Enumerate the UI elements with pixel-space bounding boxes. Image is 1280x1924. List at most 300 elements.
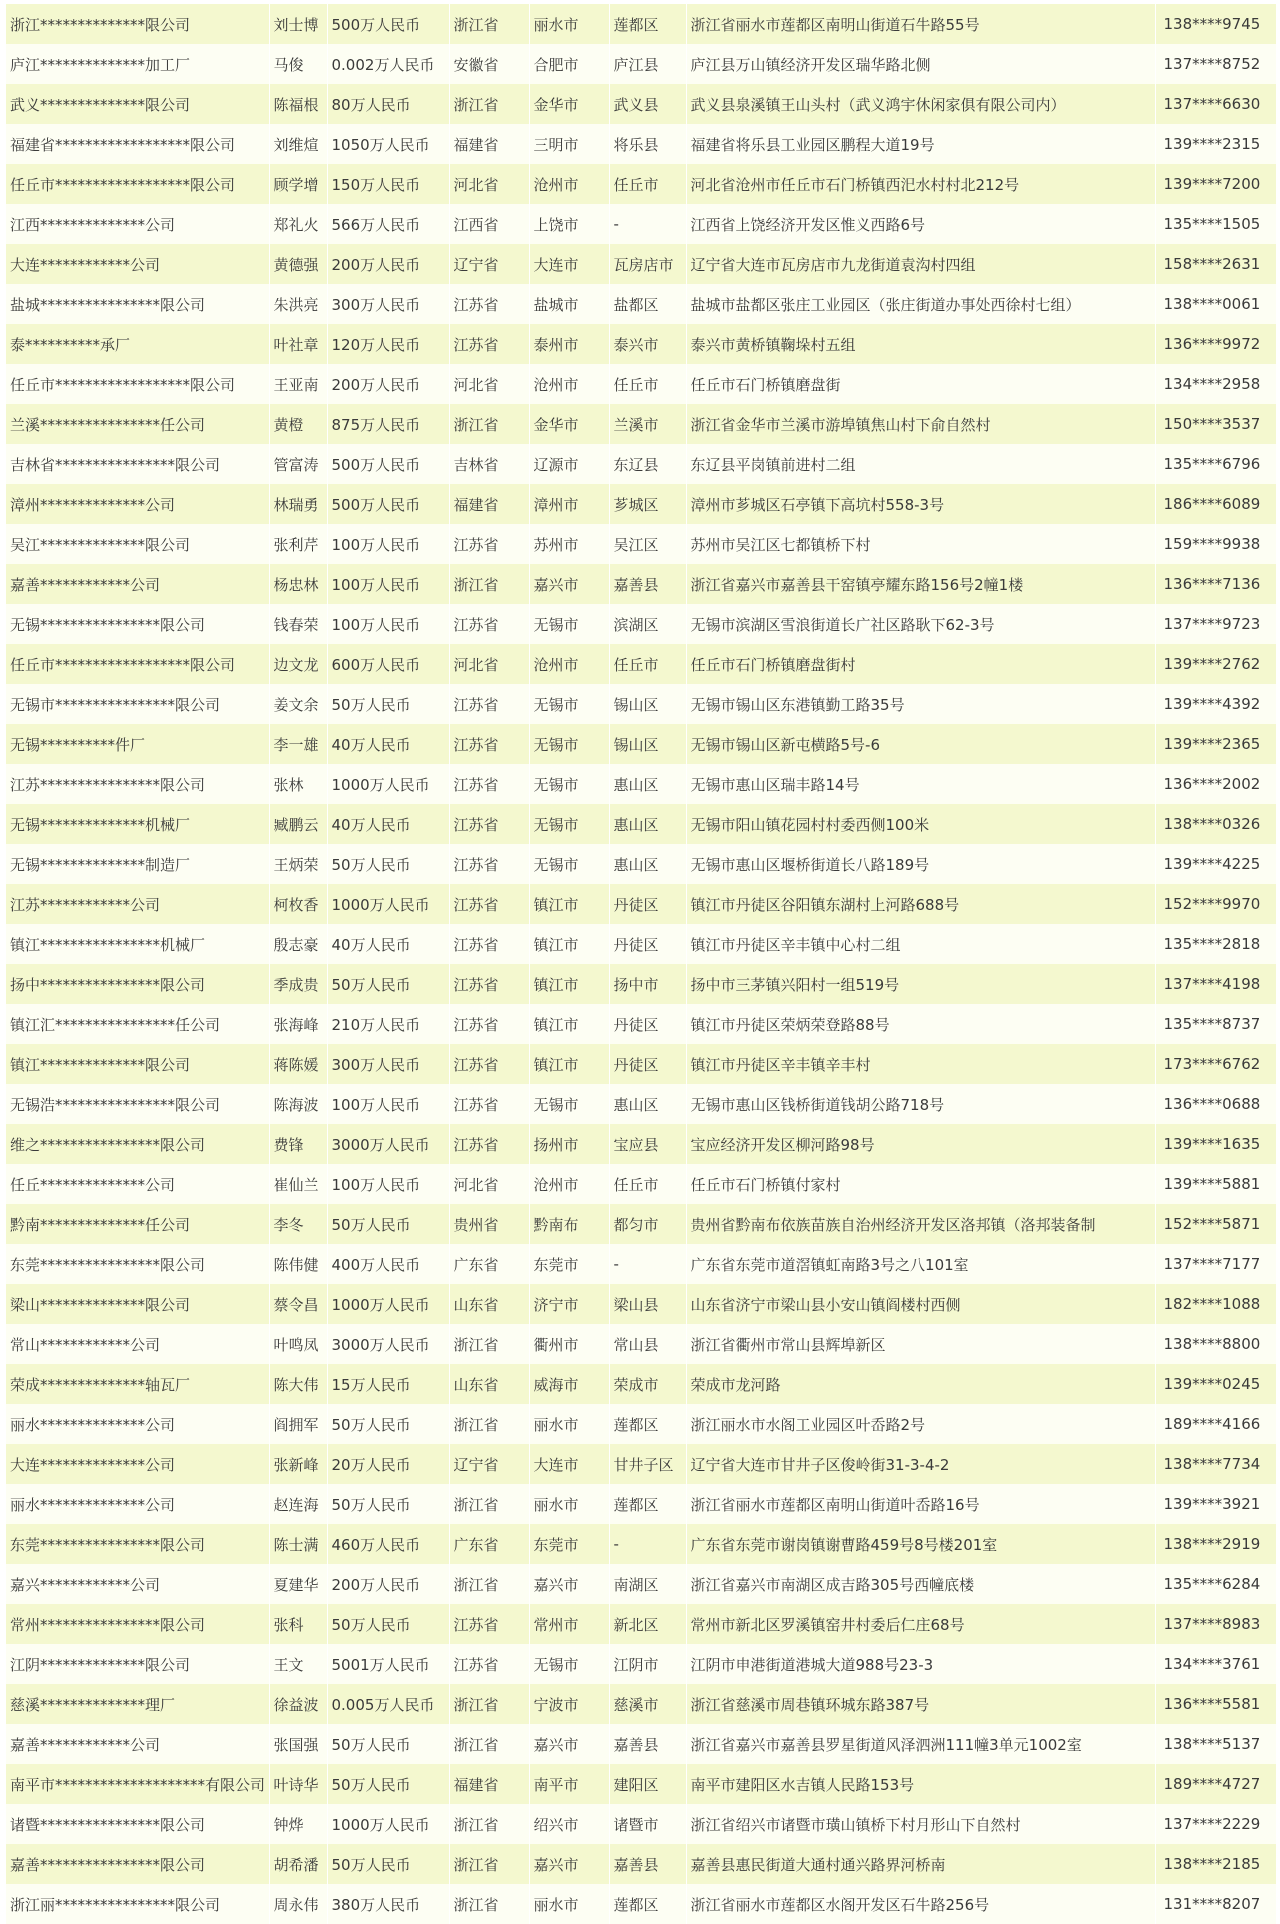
table-row (6, 1084, 1276, 1124)
district-cell: 莲都区 (609, 4, 686, 44)
table-row (6, 364, 1276, 404)
address-cell: 福建省将乐县工业园区鹏程大道19号 (686, 124, 1155, 164)
province-cell: 山东省 (449, 1284, 529, 1324)
company-name-cell: 泰**********承厂 (6, 324, 269, 364)
company-name-cell: 任丘市******************限公司 (6, 364, 269, 404)
contact-name-cell: 王文 (269, 1644, 327, 1684)
company-name-cell: 庐江**************加工厂 (6, 44, 269, 84)
district-cell: 新北区 (609, 1604, 686, 1644)
phone-cell: 131****8207 (1155, 1884, 1276, 1924)
table-row (6, 724, 1276, 764)
contact-name-cell: 季成贵 (269, 964, 327, 1004)
city-cell: 漳州市 (529, 484, 609, 524)
contact-name-cell: 夏建华 (269, 1564, 327, 1604)
table-row (6, 764, 1276, 804)
company-name-cell: 福建省******************限公司 (6, 124, 269, 164)
table-row (6, 484, 1276, 524)
district-cell: 盐都区 (609, 284, 686, 324)
province-cell: 浙江省 (449, 564, 529, 604)
phone-cell: 158****2631 (1155, 244, 1276, 284)
table-row (6, 964, 1276, 1004)
company-name-cell: 嘉善************公司 (6, 1724, 269, 1764)
province-cell: 江苏省 (449, 724, 529, 764)
province-cell: 广东省 (449, 1524, 529, 1564)
district-cell: 嘉善县 (609, 1724, 686, 1764)
contact-name-cell: 边文龙 (269, 644, 327, 684)
address-cell: 东辽县平岗镇前进村二组 (686, 444, 1155, 484)
district-cell: 将乐县 (609, 124, 686, 164)
district-cell: 泰兴市 (609, 324, 686, 364)
district-cell: 惠山区 (609, 764, 686, 804)
phone-cell: 135****1505 (1155, 204, 1276, 244)
registered-capital-cell: 500万人民币 (327, 484, 449, 524)
address-cell: 盐城市盐都区张庄工业园区（张庄街道办事处西徐村七组） (686, 284, 1155, 324)
address-cell: 镇江市丹徒区谷阳镇东湖村上河路688号 (686, 884, 1155, 924)
contact-name-cell: 钟烨 (269, 1804, 327, 1844)
district-cell: 甘井子区 (609, 1444, 686, 1484)
contact-name-cell: 崔仙兰 (269, 1164, 327, 1204)
address-cell: 无锡市滨湖区雪浪街道长广社区路耿下62-3号 (686, 604, 1155, 644)
table-row (6, 1644, 1276, 1684)
company-name-cell: 兰溪****************任公司 (6, 404, 269, 444)
company-name-cell: 浙江丽****************限公司 (6, 1884, 269, 1924)
company-name-cell: 盐城****************限公司 (6, 284, 269, 324)
province-cell: 浙江省 (449, 84, 529, 124)
registered-capital-cell: 100万人民币 (327, 604, 449, 644)
city-cell: 大连市 (529, 244, 609, 284)
district-cell: 东辽县 (609, 444, 686, 484)
phone-cell: 136****7136 (1155, 564, 1276, 604)
address-cell: 浙江省慈溪市周巷镇环城东路387号 (686, 1684, 1155, 1724)
district-cell: 莲都区 (609, 1884, 686, 1924)
city-cell: 济宁市 (529, 1284, 609, 1324)
city-cell: 苏州市 (529, 524, 609, 564)
registered-capital-cell: 50万人民币 (327, 964, 449, 1004)
address-cell: 无锡市锡山区新屯横路5号-6 (686, 724, 1155, 764)
table-row (6, 124, 1276, 164)
registered-capital-cell: 1000万人民币 (327, 1804, 449, 1844)
table-row (6, 804, 1276, 844)
table-row (6, 1364, 1276, 1404)
city-cell: 无锡市 (529, 1644, 609, 1684)
phone-cell: 182****1088 (1155, 1284, 1276, 1324)
company-name-cell: 维之****************限公司 (6, 1124, 269, 1164)
contact-name-cell: 马俊 (269, 44, 327, 84)
address-cell: 镇江市丹徒区辛丰镇辛丰村 (686, 1044, 1155, 1084)
phone-cell: 137****4198 (1155, 964, 1276, 1004)
district-cell: 吴江区 (609, 524, 686, 564)
city-cell: 上饶市 (529, 204, 609, 244)
district-cell: 丹徒区 (609, 884, 686, 924)
phone-cell: 139****1635 (1155, 1124, 1276, 1164)
district-cell: 都匀市 (609, 1204, 686, 1244)
company-name-cell: 诸暨****************限公司 (6, 1804, 269, 1844)
phone-cell: 139****2762 (1155, 644, 1276, 684)
district-cell: 滨湖区 (609, 604, 686, 644)
phone-cell: 138****0326 (1155, 804, 1276, 844)
registered-capital-cell: 1050万人民币 (327, 124, 449, 164)
province-cell: 贵州省 (449, 1204, 529, 1244)
city-cell: 丽水市 (529, 1484, 609, 1524)
table-row (6, 524, 1276, 564)
address-cell: 无锡市惠山区堰桥街道长八路189号 (686, 844, 1155, 884)
registered-capital-cell: 3000万人民币 (327, 1324, 449, 1364)
phone-cell: 135****8737 (1155, 1004, 1276, 1044)
table-row (6, 1244, 1276, 1284)
phone-cell: 136****9972 (1155, 324, 1276, 364)
company-name-cell: 扬中****************限公司 (6, 964, 269, 1004)
registered-capital-cell: 566万人民币 (327, 204, 449, 244)
province-cell: 山东省 (449, 1364, 529, 1404)
registered-capital-cell: 40万人民币 (327, 924, 449, 964)
table-row (6, 1564, 1276, 1604)
contact-name-cell: 殷志豪 (269, 924, 327, 964)
table-row (6, 1684, 1276, 1724)
province-cell: 辽宁省 (449, 1444, 529, 1484)
province-cell: 福建省 (449, 484, 529, 524)
address-cell: 浙江省丽水市莲都区南明山街道叶岙路16号 (686, 1484, 1155, 1524)
province-cell: 浙江省 (449, 404, 529, 444)
table-row (6, 1524, 1276, 1564)
address-cell: 浙江省嘉兴市南湖区成吉路305号西幢底楼 (686, 1564, 1155, 1604)
city-cell: 镇江市 (529, 964, 609, 1004)
registered-capital-cell: 100万人民币 (327, 524, 449, 564)
address-cell: 江西省上饶经济开发区惟义西路6号 (686, 204, 1155, 244)
table-row (6, 684, 1276, 724)
contact-name-cell: 郑礼火 (269, 204, 327, 244)
registered-capital-cell: 200万人民币 (327, 244, 449, 284)
address-cell: 浙江省绍兴市诸暨市璜山镇桥下村月形山下自然村 (686, 1804, 1155, 1844)
table-row (6, 1484, 1276, 1524)
company-name-cell: 浙江**************限公司 (6, 4, 269, 44)
address-cell: 辽宁省大连市瓦房店市九龙街道袁沟村四组 (686, 244, 1155, 284)
registered-capital-cell: 200万人民币 (327, 1564, 449, 1604)
phone-cell: 137****6630 (1155, 84, 1276, 124)
phone-cell: 139****5881 (1155, 1164, 1276, 1204)
table-row (6, 1804, 1276, 1844)
company-name-cell: 无锡市****************限公司 (6, 684, 269, 724)
contact-name-cell: 杨忠林 (269, 564, 327, 604)
district-cell: 兰溪市 (609, 404, 686, 444)
address-cell: 辽宁省大连市甘井子区俊岭街31-3-4-2 (686, 1444, 1155, 1484)
contact-name-cell: 陈伟健 (269, 1244, 327, 1284)
table-row (6, 1284, 1276, 1324)
phone-cell: 152****9970 (1155, 884, 1276, 924)
registered-capital-cell: 1000万人民币 (327, 884, 449, 924)
registered-capital-cell: 100万人民币 (327, 1084, 449, 1124)
contact-name-cell: 蒋陈媛 (269, 1044, 327, 1084)
table-row (6, 604, 1276, 644)
address-cell: 浙江省丽水市莲都区水阁开发区石牛路256号 (686, 1884, 1155, 1924)
city-cell: 嘉兴市 (529, 1724, 609, 1764)
company-name-cell: 镇江**************限公司 (6, 1044, 269, 1084)
table-row (6, 284, 1276, 324)
province-cell: 浙江省 (449, 1844, 529, 1884)
contact-name-cell: 陈海波 (269, 1084, 327, 1124)
company-name-cell: 江阴**************限公司 (6, 1644, 269, 1684)
contact-name-cell: 叶鸣凤 (269, 1324, 327, 1364)
province-cell: 浙江省 (449, 1324, 529, 1364)
city-cell: 无锡市 (529, 1084, 609, 1124)
phone-cell: 139****2315 (1155, 124, 1276, 164)
city-cell: 扬州市 (529, 1124, 609, 1164)
province-cell: 江苏省 (449, 1084, 529, 1124)
address-cell: 浙江省嘉兴市嘉善县干窑镇亭耀东路156号2幢1楼 (686, 564, 1155, 604)
phone-cell: 139****2365 (1155, 724, 1276, 764)
phone-cell: 139****0245 (1155, 1364, 1276, 1404)
company-table (6, 4, 1277, 1924)
contact-name-cell: 张科 (269, 1604, 327, 1644)
company-table-container (6, 4, 1276, 1924)
registered-capital-cell: 50万人民币 (327, 1764, 449, 1804)
contact-name-cell: 李一雄 (269, 724, 327, 764)
table-row (6, 1604, 1276, 1644)
phone-cell: 138****8800 (1155, 1324, 1276, 1364)
province-cell: 江苏省 (449, 924, 529, 964)
district-cell: 建阳区 (609, 1764, 686, 1804)
registered-capital-cell: 460万人民币 (327, 1524, 449, 1564)
city-cell: 沧州市 (529, 644, 609, 684)
province-cell: 浙江省 (449, 1404, 529, 1444)
address-cell: 荣成市龙河路 (686, 1364, 1155, 1404)
district-cell: 诸暨市 (609, 1804, 686, 1844)
registered-capital-cell: 50万人民币 (327, 1724, 449, 1764)
contact-name-cell: 林瑞勇 (269, 484, 327, 524)
contact-name-cell: 顾学增 (269, 164, 327, 204)
province-cell: 浙江省 (449, 1884, 529, 1924)
phone-cell: 159****9938 (1155, 524, 1276, 564)
province-cell: 江苏省 (449, 1604, 529, 1644)
table-row (6, 924, 1276, 964)
registered-capital-cell: 500万人民币 (327, 4, 449, 44)
district-cell: 锡山区 (609, 724, 686, 764)
district-cell: 莲都区 (609, 1484, 686, 1524)
registered-capital-cell: 380万人民币 (327, 1884, 449, 1924)
company-name-cell: 梁山**************限公司 (6, 1284, 269, 1324)
company-name-cell: 吴江**************限公司 (6, 524, 269, 564)
contact-name-cell: 黄橙 (269, 404, 327, 444)
district-cell: 芗城区 (609, 484, 686, 524)
province-cell: 江苏省 (449, 1644, 529, 1684)
address-cell: 任丘市石门桥镇付家村 (686, 1164, 1155, 1204)
city-cell: 嘉兴市 (529, 1844, 609, 1884)
city-cell: 沧州市 (529, 1164, 609, 1204)
contact-name-cell: 张海峰 (269, 1004, 327, 1044)
contact-name-cell: 李冬 (269, 1204, 327, 1244)
city-cell: 威海市 (529, 1364, 609, 1404)
phone-cell: 136****5581 (1155, 1684, 1276, 1724)
table-row (6, 1884, 1276, 1924)
phone-cell: 152****5871 (1155, 1204, 1276, 1244)
registered-capital-cell: 300万人民币 (327, 1044, 449, 1084)
province-cell: 浙江省 (449, 1684, 529, 1724)
company-name-cell: 无锡浩****************限公司 (6, 1084, 269, 1124)
address-cell: 嘉善县惠民街道大通村通兴路界河桥南 (686, 1844, 1155, 1884)
registered-capital-cell: 40万人民币 (327, 804, 449, 844)
province-cell: 江苏省 (449, 764, 529, 804)
company-name-cell: 任丘市******************限公司 (6, 644, 269, 684)
address-cell: 浙江省金华市兰溪市游埠镇焦山村下俞自然村 (686, 404, 1155, 444)
district-cell: 荣成市 (609, 1364, 686, 1404)
registered-capital-cell: 50万人民币 (327, 1844, 449, 1884)
registered-capital-cell: 0.005万人民币 (327, 1684, 449, 1724)
city-cell: 合肥市 (529, 44, 609, 84)
province-cell: 江苏省 (449, 1044, 529, 1084)
contact-name-cell: 张利芹 (269, 524, 327, 564)
phone-cell: 189****4166 (1155, 1404, 1276, 1444)
registered-capital-cell: 1000万人民币 (327, 764, 449, 804)
table-row (6, 1004, 1276, 1044)
province-cell: 江苏省 (449, 964, 529, 1004)
registered-capital-cell: 0.002万人民币 (327, 44, 449, 84)
address-cell: 庐江县万山镇经济开发区瑞华路北侧 (686, 44, 1155, 84)
registered-capital-cell: 200万人民币 (327, 364, 449, 404)
address-cell: 任丘市石门桥镇磨盘街村 (686, 644, 1155, 684)
address-cell: 宝应经济开发区柳河路98号 (686, 1124, 1155, 1164)
registered-capital-cell: 5001万人民币 (327, 1644, 449, 1684)
company-name-cell: 江苏****************限公司 (6, 764, 269, 804)
province-cell: 河北省 (449, 644, 529, 684)
table-row (6, 644, 1276, 684)
province-cell: 河北省 (449, 1164, 529, 1204)
city-cell: 东莞市 (529, 1524, 609, 1564)
phone-cell: 139****7200 (1155, 164, 1276, 204)
city-cell: 无锡市 (529, 724, 609, 764)
contact-name-cell: 叶社章 (269, 324, 327, 364)
table-row (6, 564, 1276, 604)
district-cell: 莲都区 (609, 1404, 686, 1444)
address-cell: 常州市新北区罗溪镇窑井村委后仁庄68号 (686, 1604, 1155, 1644)
company-name-cell: 嘉兴************公司 (6, 1564, 269, 1604)
contact-name-cell: 徐益波 (269, 1684, 327, 1724)
contact-name-cell: 张国强 (269, 1724, 327, 1764)
contact-name-cell: 叶诗华 (269, 1764, 327, 1804)
registered-capital-cell: 150万人民币 (327, 164, 449, 204)
city-cell: 镇江市 (529, 1004, 609, 1044)
address-cell: 无锡市惠山区钱桥街道钱胡公路718号 (686, 1084, 1155, 1124)
company-name-cell: 常州****************限公司 (6, 1604, 269, 1644)
province-cell: 浙江省 (449, 1564, 529, 1604)
district-cell: 惠山区 (609, 844, 686, 884)
city-cell: 无锡市 (529, 804, 609, 844)
phone-cell: 138****9745 (1155, 4, 1276, 44)
city-cell: 宁波市 (529, 1684, 609, 1724)
company-name-cell: 东莞****************限公司 (6, 1524, 269, 1564)
contact-name-cell: 朱洪亮 (269, 284, 327, 324)
company-name-cell: 武义**************限公司 (6, 84, 269, 124)
district-cell: 常山县 (609, 1324, 686, 1364)
company-name-cell: 荣成**************轴瓦厂 (6, 1364, 269, 1404)
table-row (6, 1204, 1276, 1244)
phone-cell: 134****3761 (1155, 1644, 1276, 1684)
table-row (6, 164, 1276, 204)
phone-cell: 150****3537 (1155, 404, 1276, 444)
contact-name-cell: 刘士博 (269, 4, 327, 44)
company-name-cell: 大连************公司 (6, 244, 269, 284)
registered-capital-cell: 50万人民币 (327, 1484, 449, 1524)
district-cell: 南湖区 (609, 1564, 686, 1604)
province-cell: 浙江省 (449, 1484, 529, 1524)
table-row (6, 1844, 1276, 1884)
district-cell: 慈溪市 (609, 1684, 686, 1724)
address-cell: 广东省东莞市道滘镇虹南路3号之八101室 (686, 1244, 1155, 1284)
district-cell: 丹徒区 (609, 1044, 686, 1084)
company-name-cell: 无锡**************机械厂 (6, 804, 269, 844)
province-cell: 江苏省 (449, 284, 529, 324)
district-cell: 庐江县 (609, 44, 686, 84)
city-cell: 泰州市 (529, 324, 609, 364)
phone-cell: 135****6284 (1155, 1564, 1276, 1604)
registered-capital-cell: 50万人民币 (327, 1204, 449, 1244)
phone-cell: 137****8983 (1155, 1604, 1276, 1644)
province-cell: 江苏省 (449, 324, 529, 364)
phone-cell: 134****2958 (1155, 364, 1276, 404)
address-cell: 镇江市丹徒区辛丰镇中心村二组 (686, 924, 1155, 964)
province-cell: 江苏省 (449, 604, 529, 644)
phone-cell: 138****2185 (1155, 1844, 1276, 1884)
address-cell: 扬中市三茅镇兴阳村一组519号 (686, 964, 1155, 1004)
contact-name-cell: 王炳荣 (269, 844, 327, 884)
contact-name-cell: 陈大伟 (269, 1364, 327, 1404)
table-row (6, 244, 1276, 284)
province-cell: 江苏省 (449, 844, 529, 884)
contact-name-cell: 蔡令昌 (269, 1284, 327, 1324)
table-row (6, 1764, 1276, 1804)
city-cell: 沧州市 (529, 364, 609, 404)
city-cell: 镇江市 (529, 924, 609, 964)
address-cell: 任丘市石门桥镇磨盘街 (686, 364, 1155, 404)
contact-name-cell: 赵连海 (269, 1484, 327, 1524)
address-cell: 苏州市吴江区七都镇桥下村 (686, 524, 1155, 564)
contact-name-cell: 刘维煊 (269, 124, 327, 164)
city-cell: 三明市 (529, 124, 609, 164)
city-cell: 金华市 (529, 84, 609, 124)
city-cell: 镇江市 (529, 884, 609, 924)
address-cell: 漳州市芗城区石亭镇下高坑村558-3号 (686, 484, 1155, 524)
contact-name-cell: 陈福根 (269, 84, 327, 124)
company-name-cell: 丽水**************公司 (6, 1484, 269, 1524)
company-name-cell: 镇江汇****************任公司 (6, 1004, 269, 1044)
address-cell: 浙江省嘉兴市嘉善县罗星街道风泽泗洲111幢3单元1002室 (686, 1724, 1155, 1764)
company-name-cell: 任丘**************公司 (6, 1164, 269, 1204)
city-cell: 沧州市 (529, 164, 609, 204)
company-name-cell: 无锡**************制造厂 (6, 844, 269, 884)
province-cell: 浙江省 (449, 1724, 529, 1764)
province-cell: 吉林省 (449, 444, 529, 484)
contact-name-cell: 王亚南 (269, 364, 327, 404)
registered-capital-cell: 1000万人民币 (327, 1284, 449, 1324)
registered-capital-cell: 50万人民币 (327, 844, 449, 884)
table-body (6, 4, 1276, 1924)
province-cell: 安徽省 (449, 44, 529, 84)
city-cell: 金华市 (529, 404, 609, 444)
phone-cell: 139****4392 (1155, 684, 1276, 724)
company-name-cell: 漳州**************公司 (6, 484, 269, 524)
province-cell: 江苏省 (449, 1004, 529, 1044)
district-cell: 宝应县 (609, 1124, 686, 1164)
address-cell: 泰兴市黄桥镇鞠垛村五组 (686, 324, 1155, 364)
contact-name-cell: 柯枚香 (269, 884, 327, 924)
registered-capital-cell: 400万人民币 (327, 1244, 449, 1284)
contact-name-cell: 张新峰 (269, 1444, 327, 1484)
address-cell: 武义县泉溪镇王山头村（武义鸿宇休闲家俱有限公司内） (686, 84, 1155, 124)
district-cell: 嘉善县 (609, 564, 686, 604)
district-cell: 嘉善县 (609, 1844, 686, 1884)
city-cell: 丽水市 (529, 4, 609, 44)
city-cell: 衢州市 (529, 1324, 609, 1364)
district-cell: 任丘市 (609, 1164, 686, 1204)
table-row (6, 1404, 1276, 1444)
